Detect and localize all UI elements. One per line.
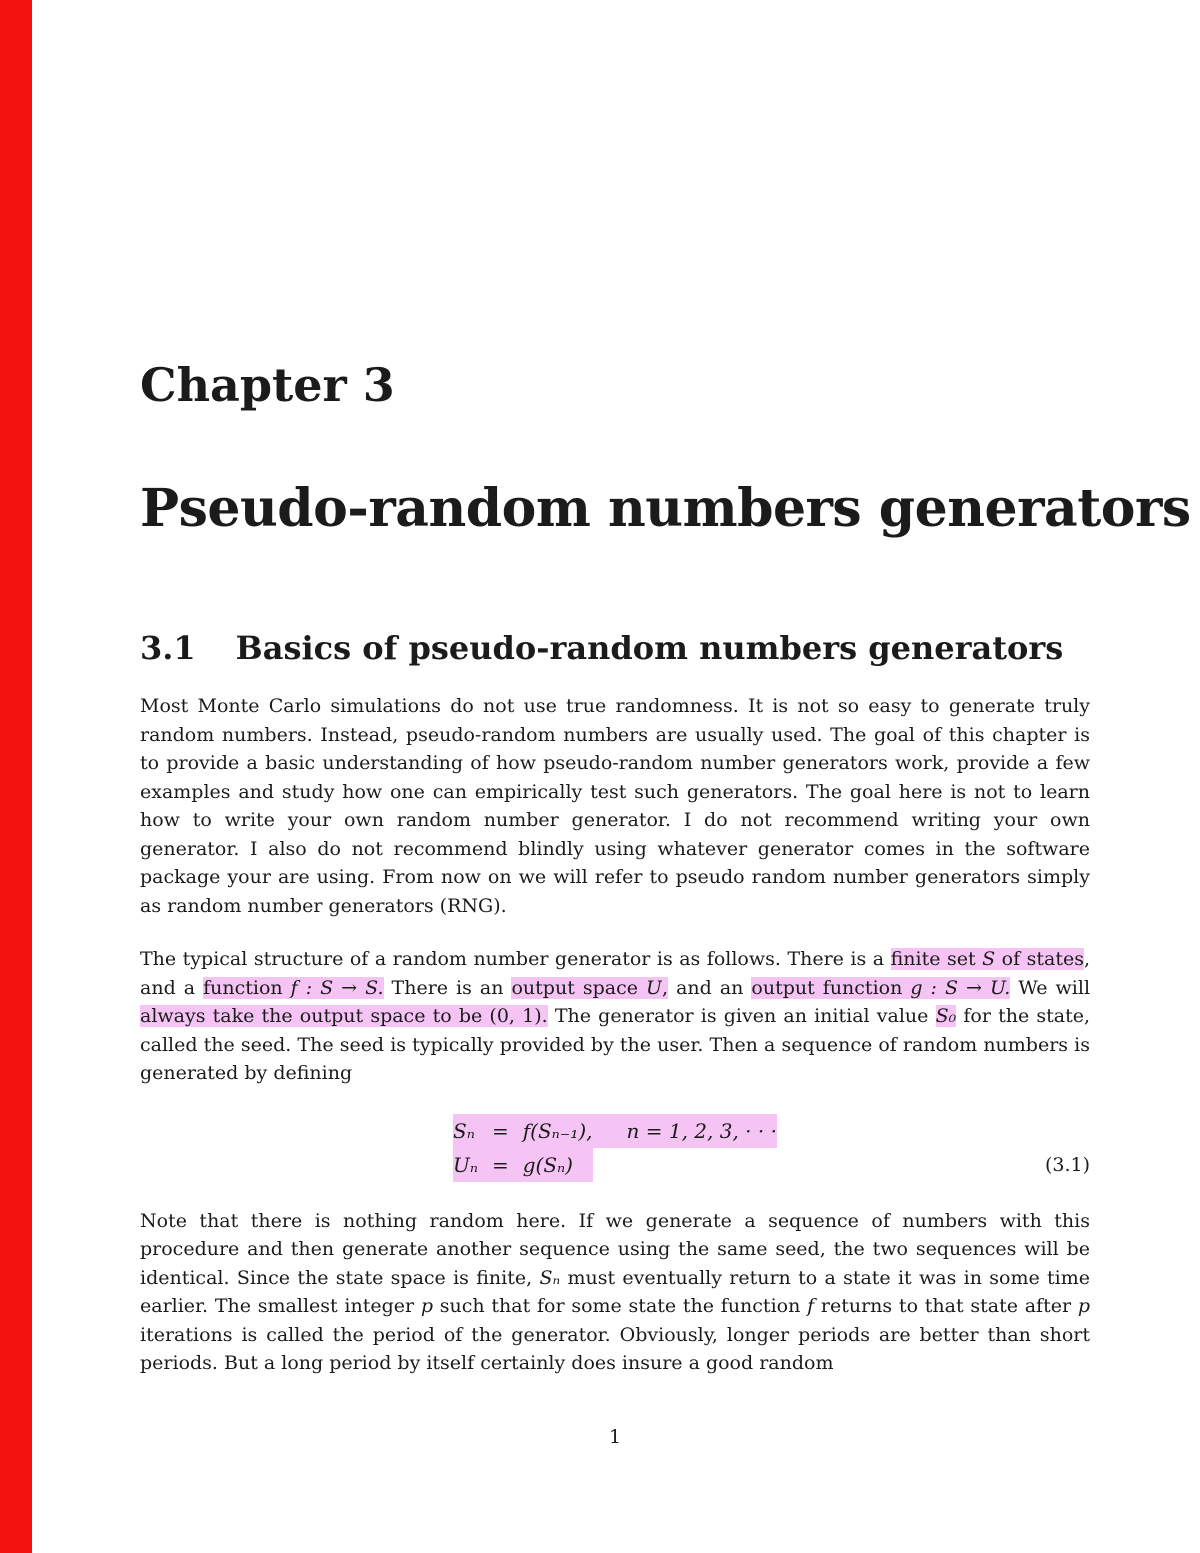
text-segment: must eventually return to a state it was in some time earlier. The smallest integer (140, 1266, 1090, 1317)
eq1-condition: n = 1, 2, 3, · · · (593, 1114, 777, 1148)
text-segment: We will (1010, 976, 1091, 999)
text-segment: output space (511, 976, 646, 999)
text-segment: , and a (140, 948, 1090, 999)
text-segment: of states (995, 948, 1084, 970)
eq1-rel: = (478, 1114, 523, 1148)
chapter-title: Pseudo-random numbers generators (140, 478, 1191, 539)
text-segment: function (203, 976, 291, 999)
paragraph-structure (140, 945, 1090, 1088)
equation-line-2 (453, 1148, 777, 1182)
text-segment: finite set (890, 948, 983, 970)
text-segment: and an (668, 976, 752, 999)
text-segment: p (420, 1295, 434, 1317)
equation-3-1 (140, 1114, 1090, 1182)
text-segment: such that for some state the function (433, 1295, 808, 1317)
text-segment: g : S → U. (910, 976, 1011, 999)
text-segment: always take the output space to be (0, 1). (140, 1005, 548, 1027)
text-segment: Sₙ (539, 1266, 561, 1289)
text-segment: Most Monte Carlo simulations do not use true randomness. It is not so easy to generate truly random numbers. Instead, pseudo-random numbers are usually used. The goal of this chapter is to provide a basic understanding of how pseudo-random number generators work, provide a few examples and study how one can empirically test such generators. The goal here is not to learn how to write your own random number generator. I do not recommend writing your own generator. I also do not recommend blindly using whatever generator comes in the software package your are using. From now on we will refer to pseudo random number generators simply as random number generators (RNG). (140, 695, 1090, 917)
text-segment: The generator is given an initial value (547, 1005, 936, 1027)
text-segment: There is an (383, 976, 512, 999)
text-segment: , (662, 976, 669, 999)
chapter-heading: Chapter 3 (140, 358, 395, 412)
equation-lines (453, 1114, 777, 1182)
text-segment: f (807, 1295, 815, 1317)
page-number: 1 (608, 1426, 622, 1448)
paragraph-intro (140, 692, 1090, 920)
document-page (140, 0, 1191, 1378)
text-segment: f : S → S. (290, 976, 384, 999)
text-segment: output function (751, 976, 911, 999)
text-segment: S₀ (935, 1005, 957, 1027)
text-segment: for the state, called the seed. The seed is typically provided by the user. Then a sequence of random numbers is generated by defining (140, 1005, 1090, 1084)
eq1-lhs: Sₙ (453, 1114, 478, 1148)
left-red-bar (0, 0, 32, 1553)
text-segment: p (1077, 1295, 1090, 1317)
equation-line-1 (453, 1114, 777, 1148)
eq1-rhs: f(Sₙ₋₁), (523, 1114, 593, 1148)
text-segment: The typical structure of a random number generator is as follows. There is a (140, 948, 891, 970)
text-segment: U (646, 976, 663, 999)
paragraph-period (140, 1207, 1090, 1378)
eq2-lhs: Uₙ (453, 1148, 478, 1182)
eq2-condition (593, 1148, 777, 1182)
equation-number-tag: (3.1) (1044, 1153, 1090, 1176)
section-title: Basics of pseudo-random numbers generators (235, 629, 1064, 667)
text-segment: S (982, 948, 996, 970)
section-number: 3.1 (140, 629, 196, 667)
eq2-rel: = (478, 1148, 523, 1182)
eq2-rhs: g(Sₙ) (523, 1148, 593, 1182)
text-segment: returns to that state after (814, 1295, 1078, 1317)
text-segment: Note that there is nothing random here. If we generate a sequence of numbers with this procedure and then generate another sequence using the same seed, the two sequences will be identical. Since the state space is finite, (140, 1209, 1090, 1289)
text-segment: iterations is called the period of the generator. Obviously, longer periods are better than short periods. But a long period by itself certainly does insure a good random (140, 1323, 1090, 1374)
section-heading (140, 629, 1090, 667)
